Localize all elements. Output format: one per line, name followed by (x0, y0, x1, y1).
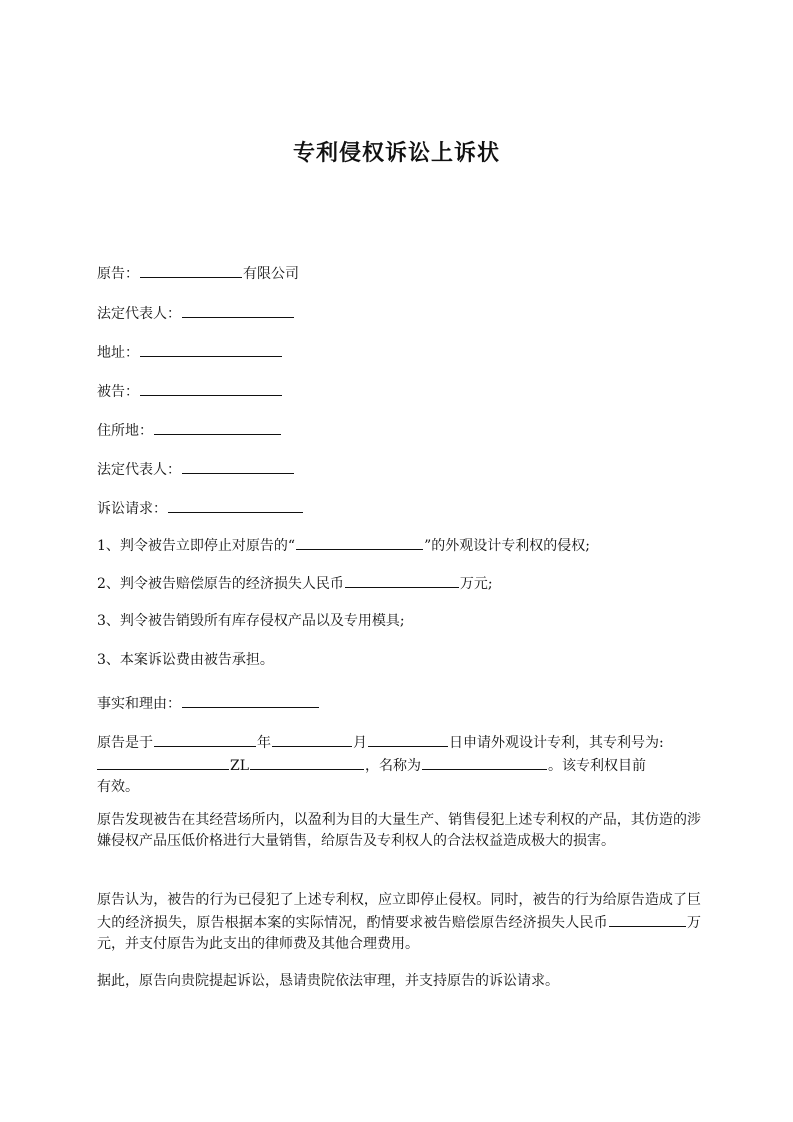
facts-paragraph-3 (97, 890, 701, 955)
application-day-blank[interactable] (368, 731, 448, 747)
claim-4-text: 3、本案诉讼费由被告承担。 (97, 652, 274, 668)
facts-p1-text-2: 年 (257, 735, 271, 751)
facts-p1-text-3: 月 (353, 735, 367, 751)
claim-3-text: 3、判令被告销毁所有库存侵权产品以及专用模具; (97, 613, 405, 629)
claim-item-2 (97, 572, 493, 594)
facts-paragraph-2: 原告发现被告在其经营场所内，以盈利为目的大量生产、销售侵犯上述专利权的产品，其仿造的涉嫌侵权产品压低价格进行大量销售，给原告及专利权人的合法权益造成极大的损害。 (97, 812, 701, 849)
defendant-rep-blank[interactable] (182, 458, 294, 474)
facts-p1-text-1: 原告是于 (97, 735, 153, 751)
claim-1-after: ”的外观设计专利权的侵权; (424, 538, 590, 554)
claims-heading-label: 诉讼请求： (97, 501, 167, 517)
defendant-rep-line (97, 458, 295, 480)
facts-p1-text-6: ，名称为 (365, 758, 422, 774)
application-month-blank[interactable] (272, 731, 352, 747)
claim-2-after: 万元; (459, 576, 493, 592)
facts-p1-text-4: 日申请外观设计专利，其专利号为: (449, 735, 664, 751)
plaintiff-rep-label: 法定代表人： (97, 306, 181, 322)
claim-1-before: 1、判令被告立即停止对原告的“ (97, 538, 296, 554)
facts-p1-text-8: 有效。 (97, 779, 139, 795)
facts-p3-text-2: 万元，并支付原告为此支出的律师费及其他合理费用。 (97, 915, 702, 952)
loss-amount-blank[interactable] (609, 911, 686, 927)
facts-heading-line (97, 692, 320, 714)
application-year-blank[interactable] (154, 731, 256, 747)
plaintiff-label: 原告： (97, 266, 139, 282)
claim-item-4 (97, 650, 274, 670)
defendant-rep-label: 法定代表人： (97, 462, 181, 478)
facts-p1-text-7: 。该专利权目前 (548, 758, 647, 774)
facts-heading-blank[interactable] (182, 692, 319, 708)
defendant-residence-label: 住所地： (97, 423, 153, 439)
design-name-blank[interactable] (296, 534, 423, 550)
plaintiff-address-line (97, 341, 283, 363)
claim-2-before: 2、判令被告赔偿原告的经济损失人民币 (97, 576, 344, 592)
facts-paragraph-4: 据此，原告向贵院提起诉讼，恳请贵院依法审理，并支持原告的诉讼请求。 (97, 973, 559, 989)
defendant-residence-line (97, 419, 282, 441)
plaintiff-rep-line (97, 302, 295, 324)
plaintiff-line (97, 262, 299, 284)
page-title: 专利侵权诉讼上诉状 (292, 141, 500, 166)
defendant-line (97, 380, 283, 402)
patent-number-prefix-blank[interactable] (97, 754, 229, 770)
facts-p1-text-5: ZL (230, 758, 250, 774)
plaintiff-name-blank[interactable] (140, 262, 242, 278)
plaintiff-address-blank[interactable] (140, 341, 282, 357)
claims-heading-blank[interactable] (168, 497, 303, 513)
compensation-amount-blank[interactable] (345, 572, 459, 588)
defendant-label: 被告： (97, 384, 139, 400)
claim-item-3 (97, 611, 405, 631)
plaintiff-address-label: 地址： (97, 345, 139, 361)
plaintiff-suffix: 有限公司 (243, 266, 299, 282)
patent-title-blank[interactable] (422, 754, 547, 770)
facts-paragraph-1 (97, 731, 701, 798)
claims-heading-line (97, 497, 304, 519)
patent-number-blank[interactable] (250, 754, 364, 770)
plaintiff-rep-blank[interactable] (182, 302, 294, 318)
facts-heading-label: 事实和理由： (97, 696, 181, 712)
claim-item-1 (97, 534, 590, 556)
defendant-name-blank[interactable] (140, 380, 282, 396)
defendant-residence-blank[interactable] (154, 419, 281, 435)
facts-p3-text-1: 原告认为，被告的行为已侵犯了上述专利权，应立即停止侵权。同时，被告的行为给原告造成了巨大的经济损失，原告根据本案的实际情况，酌情要求被告赔偿原告经济损失人民币 (97, 892, 701, 931)
